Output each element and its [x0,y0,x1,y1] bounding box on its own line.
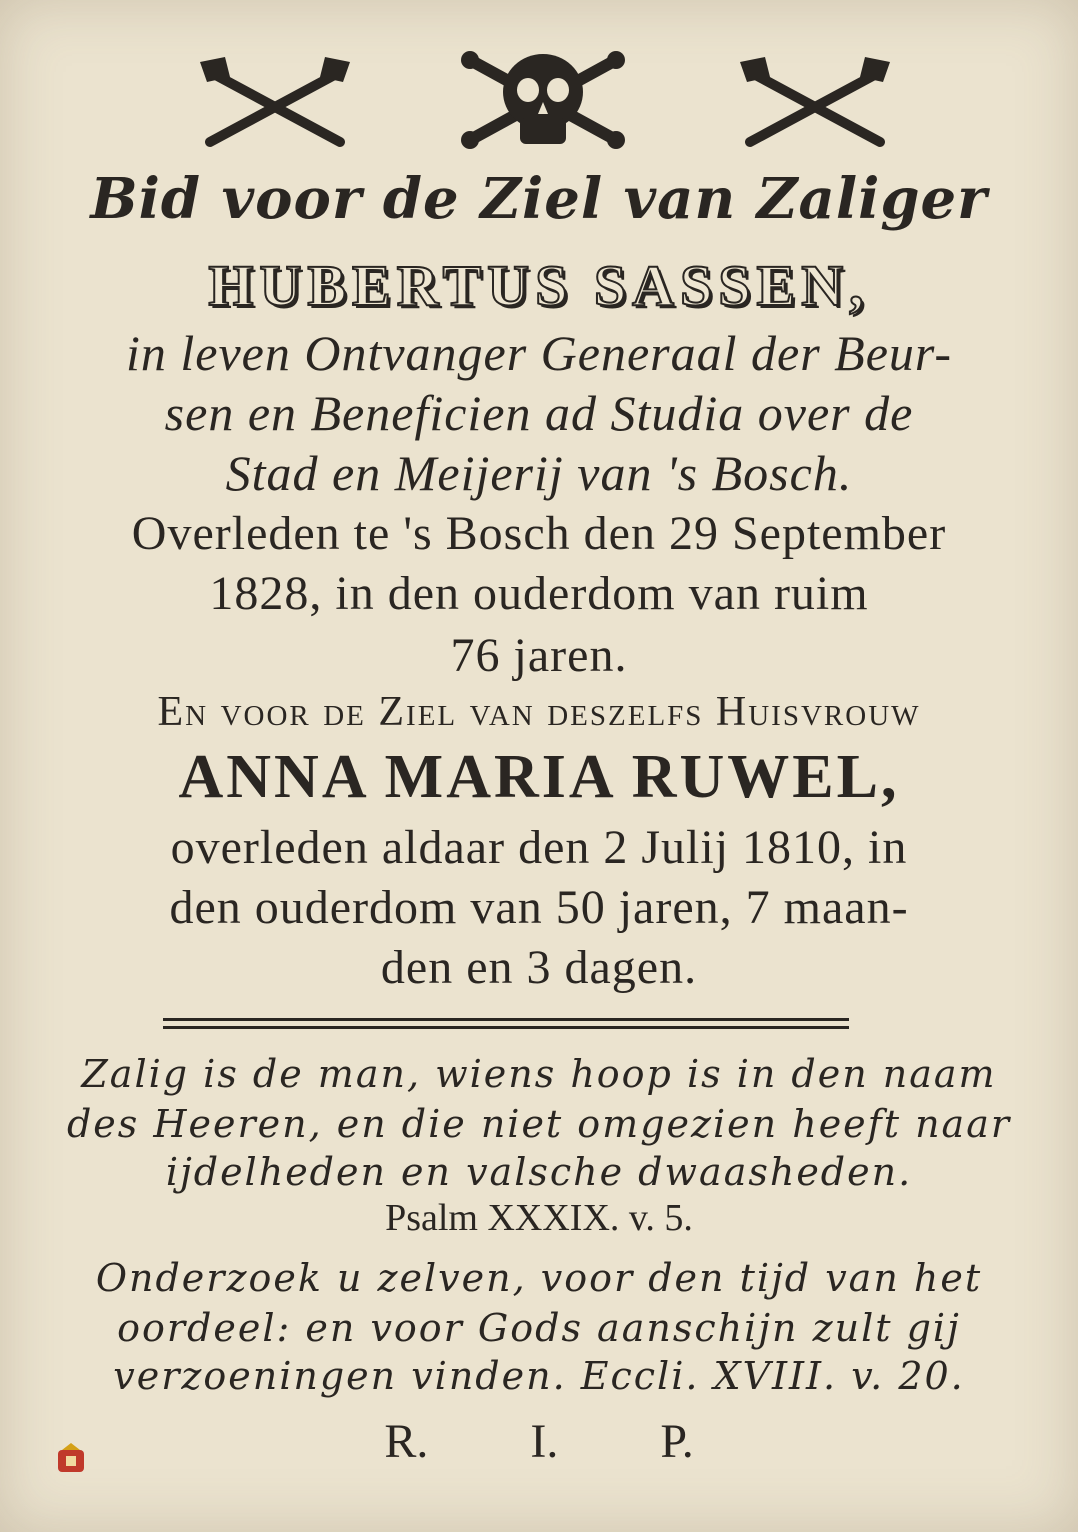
deceased-name-1: HUBERTUS SASSEN, [208,253,870,318]
text-line: sen en Beneficien ad Studia over de [164,385,914,441]
verse-line: Zalig is de man, wiens hoop is in den naam [81,1052,997,1096]
crest-icon [52,1442,90,1476]
ornament-row [0,40,1078,160]
crossed-torches-icon [195,52,355,152]
text-line: overleden aldaar den 2 Julij 1810, in [170,821,908,874]
deceased-name-2: ANNA MARIA RUWEL, [178,743,900,811]
text-line: Overleden te 's Bosch den 29 September [131,507,947,560]
closing-rip: R. I. P. [384,1415,694,1468]
verse-line: des Heeren, en die niet omgezien heeft naar [66,1102,1012,1146]
intro-line: En voor de Ziel van deszelfs Huisvrouw [157,689,921,735]
crossed-torches-icon [735,52,895,152]
skull-and-crossbones-icon [458,40,628,155]
text-line: den ouderdom van 50 jaren, 7 maan- [169,881,909,934]
verse-line: verzoeningen vinden. Eccli. XVIII. v. 20. [113,1354,965,1398]
text-line: Stad en Meijerij van 's Bosch. [225,445,853,501]
verse-line: ijdelheden en valsche dwaasheden. [165,1150,913,1194]
verse-line: Onderzoek u zelven, voor den tijd van het [95,1256,983,1300]
text-line: in leven Ontvanger Generaal der Beur- [125,325,953,381]
text-line: 76 jaren. [450,629,628,682]
divider [163,1026,849,1029]
text-line: den en 3 dagen. [380,941,698,994]
text-line: 1828, in den ouderdom van ruim [209,567,869,620]
divider [163,1018,849,1021]
verse-reference: Psalm XXXIX. v. 5. [385,1197,693,1239]
verse-line: oordeel: en voor Gods aanschijn zult gij [117,1306,961,1350]
heading: Bid voor de Ziel van Zaliger [90,166,988,232]
